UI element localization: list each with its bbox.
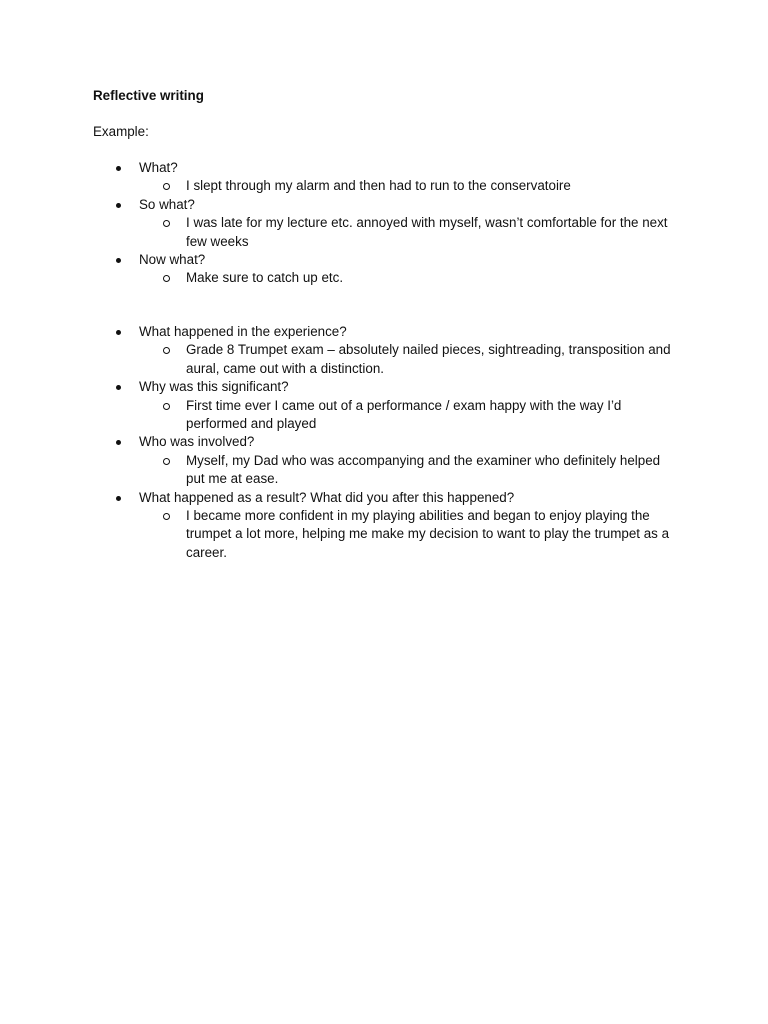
bullet-icon (116, 385, 121, 390)
answer-text: I became more confident in my playing abilities and began to enjoy playing the trumpet a lot more, helping me make my decision to want to play the trumpet as a career. (186, 508, 670, 560)
example-label: Example: (93, 124, 149, 139)
answer-text: First time ever I came out of a performance / exam happy with the way I’d performed and played (186, 397, 622, 432)
list-item (0, 196, 768, 251)
list-item (0, 159, 768, 196)
list-item (0, 378, 768, 433)
list-item (0, 251, 768, 288)
question-text: Who was involved? (139, 434, 255, 450)
circle-bullet-icon (163, 458, 170, 465)
bullet-icon (116, 496, 121, 501)
bullet-icon (116, 330, 121, 335)
example-list (0, 159, 768, 288)
circle-bullet-icon (163, 513, 170, 520)
bullet-icon (116, 203, 121, 208)
list-item (0, 323, 768, 378)
question-text: So what? (139, 196, 195, 212)
reflection-list (0, 323, 768, 562)
circle-bullet-icon (163, 220, 170, 227)
circle-bullet-icon (163, 403, 170, 410)
question-text: Now what? (139, 252, 206, 268)
answer-text: Myself, my Dad who was accompanying and the examiner who definitely helped put me at ease. (186, 452, 661, 487)
answer-text: Make sure to catch up etc. (186, 270, 344, 286)
answer-text: I slept through my alarm and then had to run to the conservatoire (186, 178, 571, 194)
bullet-icon (116, 166, 121, 171)
bullet-icon (116, 258, 121, 263)
list-item (0, 489, 768, 563)
question-text: What? (139, 160, 178, 175)
bullet-icon (116, 440, 121, 445)
question-text: What happened as a result? What did you after this happened? (139, 489, 515, 505)
list-item (0, 433, 768, 488)
circle-bullet-icon (163, 183, 170, 190)
question-text: What happened in the experience? (139, 324, 347, 339)
document-title: Reflective writing (93, 88, 204, 103)
answer-text: I was late for my lecture etc. annoyed with myself, wasn’t comfortable for the next few weeks (186, 215, 668, 249)
question-text: Why was this significant? (139, 379, 289, 395)
answer-text: Grade 8 Trumpet exam – absolutely nailed pieces, sightreading, transposition and aural, came out with a distinction. (186, 342, 671, 376)
circle-bullet-icon (163, 275, 170, 282)
circle-bullet-icon (163, 347, 170, 354)
